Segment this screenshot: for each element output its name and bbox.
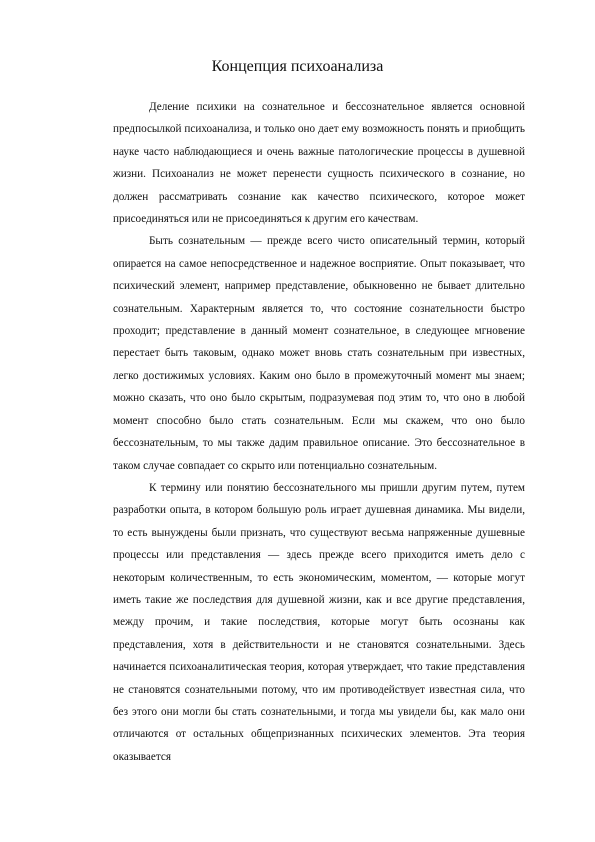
paragraph-2: Быть сознательным — прежде всего чисто описательный термин, который опирается на самое непосредственное и надежное восприятие. Опыт показывает, что психический элемент, например представление, обыкновенно не бывает длительно сознательным. Характерным является то, что состояние сознательности быстро проходит; представление в данный момент сознательное, в следующее мгновение перестает быть таковым, однако может вновь стать сознательным при известных, легко достижимых условиях. Каким оно было в промежуточный момент мы знаем; можно сказать, что оно было скрытым, подразумевая под этим то, что оно в любой момент способно было стать сознательным. Если мы скажем, что оно было бессознательным, то мы также дадим правильное описание. Это бессознательное в таком случае совпадает со скрыто или потенциально сознательным. xyxy=(113,235,525,472)
document-title: Концепция психоанализа xyxy=(211,58,384,75)
paragraph-3: К термину или понятию бессознательного мы пришли другим путем, путем разработки опыта, в котором большую роль играет душевная динамика. Мы видели, то есть вынуждены были признать, что существуют весьма напряженные душевные процессы или представления — здесь прежде всего приходится иметь дело с некоторым количественным, то есть экономическим, моментом, — которые могут иметь такие же последствия для душевной жизни, как и все другие представления, между прочим, и такие последствия, которые могут быть осознаны как представления, хотя в действительности и не становятся сознательными. Здесь начинается психоаналитическая теория, которая утверждает, что такие представления не становятся сознательными потому, что им противодействует известная сила, что без этого они могли бы стать сознательными, и тогда мы увидели бы, как мало они отличаются от остальных общепризнанных психических элементов. Эта теория оказывается xyxy=(113,481,525,763)
document-body xyxy=(113,96,525,768)
paragraph-1: Деление психики на сознательное и бессознательное является основной предпосылкой психоанализа, и только оно дает ему возможность понять и приобщить науке часто наблюдающиеся и очень важные патологические процессы в душевной жизни. Психоанализ не может перенести сущность психического в сознание, но должен рассматривать сознание как качество психического, которое может присоединяться или не присоединяться к другим его качествам. xyxy=(113,101,525,226)
